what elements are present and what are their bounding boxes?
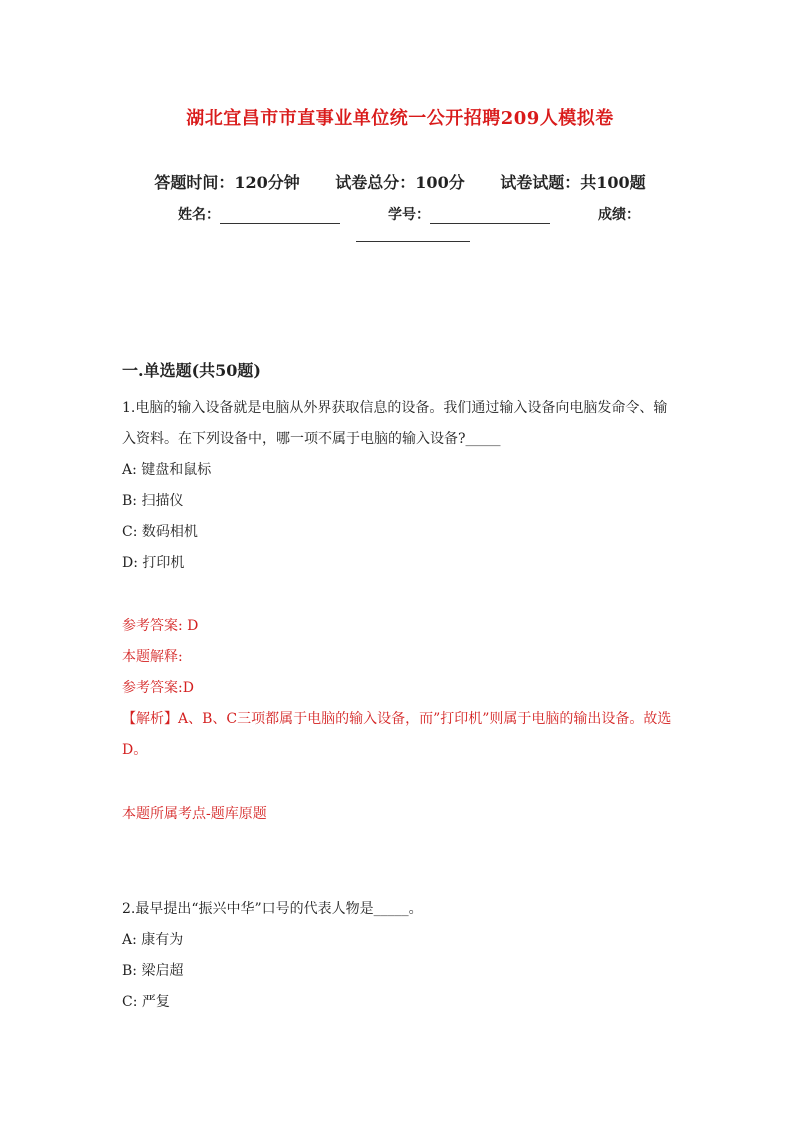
source-text: 本题所属考点-题库原题 [122, 806, 267, 822]
option-b: B: 梁启超 [122, 963, 184, 979]
name-label: 姓名： [178, 207, 220, 223]
exam-time: 答题时间：120分钟 [154, 173, 300, 192]
question-stem: 1.电脑的输入设备就是电脑从外界获取信息的设备。我们通过输入设备向电脑发命令、输入资料。在下列设备中，哪一项不属于电脑的输入设备?_____ [122, 400, 668, 447]
question-2 [122, 894, 678, 1018]
answer-text-2: 参考答案:D [122, 680, 194, 696]
option-b: B: 扫描仪 [122, 493, 184, 509]
option-c: C: 严复 [122, 994, 170, 1010]
exam-count: 试卷试题：共100题 [500, 173, 646, 192]
option-a: A: 键盘和鼠标 [122, 462, 212, 478]
answer-text: 参考答案: D [122, 618, 199, 634]
id-blank[interactable] [430, 209, 550, 224]
question-1 [122, 393, 678, 579]
exam-score: 试卷总分：100分 [335, 173, 465, 192]
grade-blank[interactable] [356, 227, 470, 242]
option-a: A: 康有为 [122, 932, 184, 948]
answer-block-1 [122, 611, 678, 766]
exam-title: 湖北宜昌市市直事业单位统一公开招聘209人模拟卷 [186, 108, 614, 129]
question-stem: 2.最早提出“振兴中华”口号的代表人物是_____。 [122, 901, 423, 917]
grade-label: 成绩： [598, 207, 640, 223]
explain-label: 本题解释: [122, 649, 183, 665]
exam-meta [0, 170, 800, 193]
option-d: D: 打印机 [122, 555, 185, 571]
analysis-text: 【解析】A、B、C三项都属于电脑的输入设备，而”打印机”则属于电脑的输出设备。故选D。 [122, 711, 672, 758]
section-heading: 一.单选题(共50题) [122, 361, 261, 380]
name-blank[interactable] [220, 209, 340, 224]
option-c: C: 数码相机 [122, 524, 198, 540]
id-label: 学号： [388, 207, 430, 223]
